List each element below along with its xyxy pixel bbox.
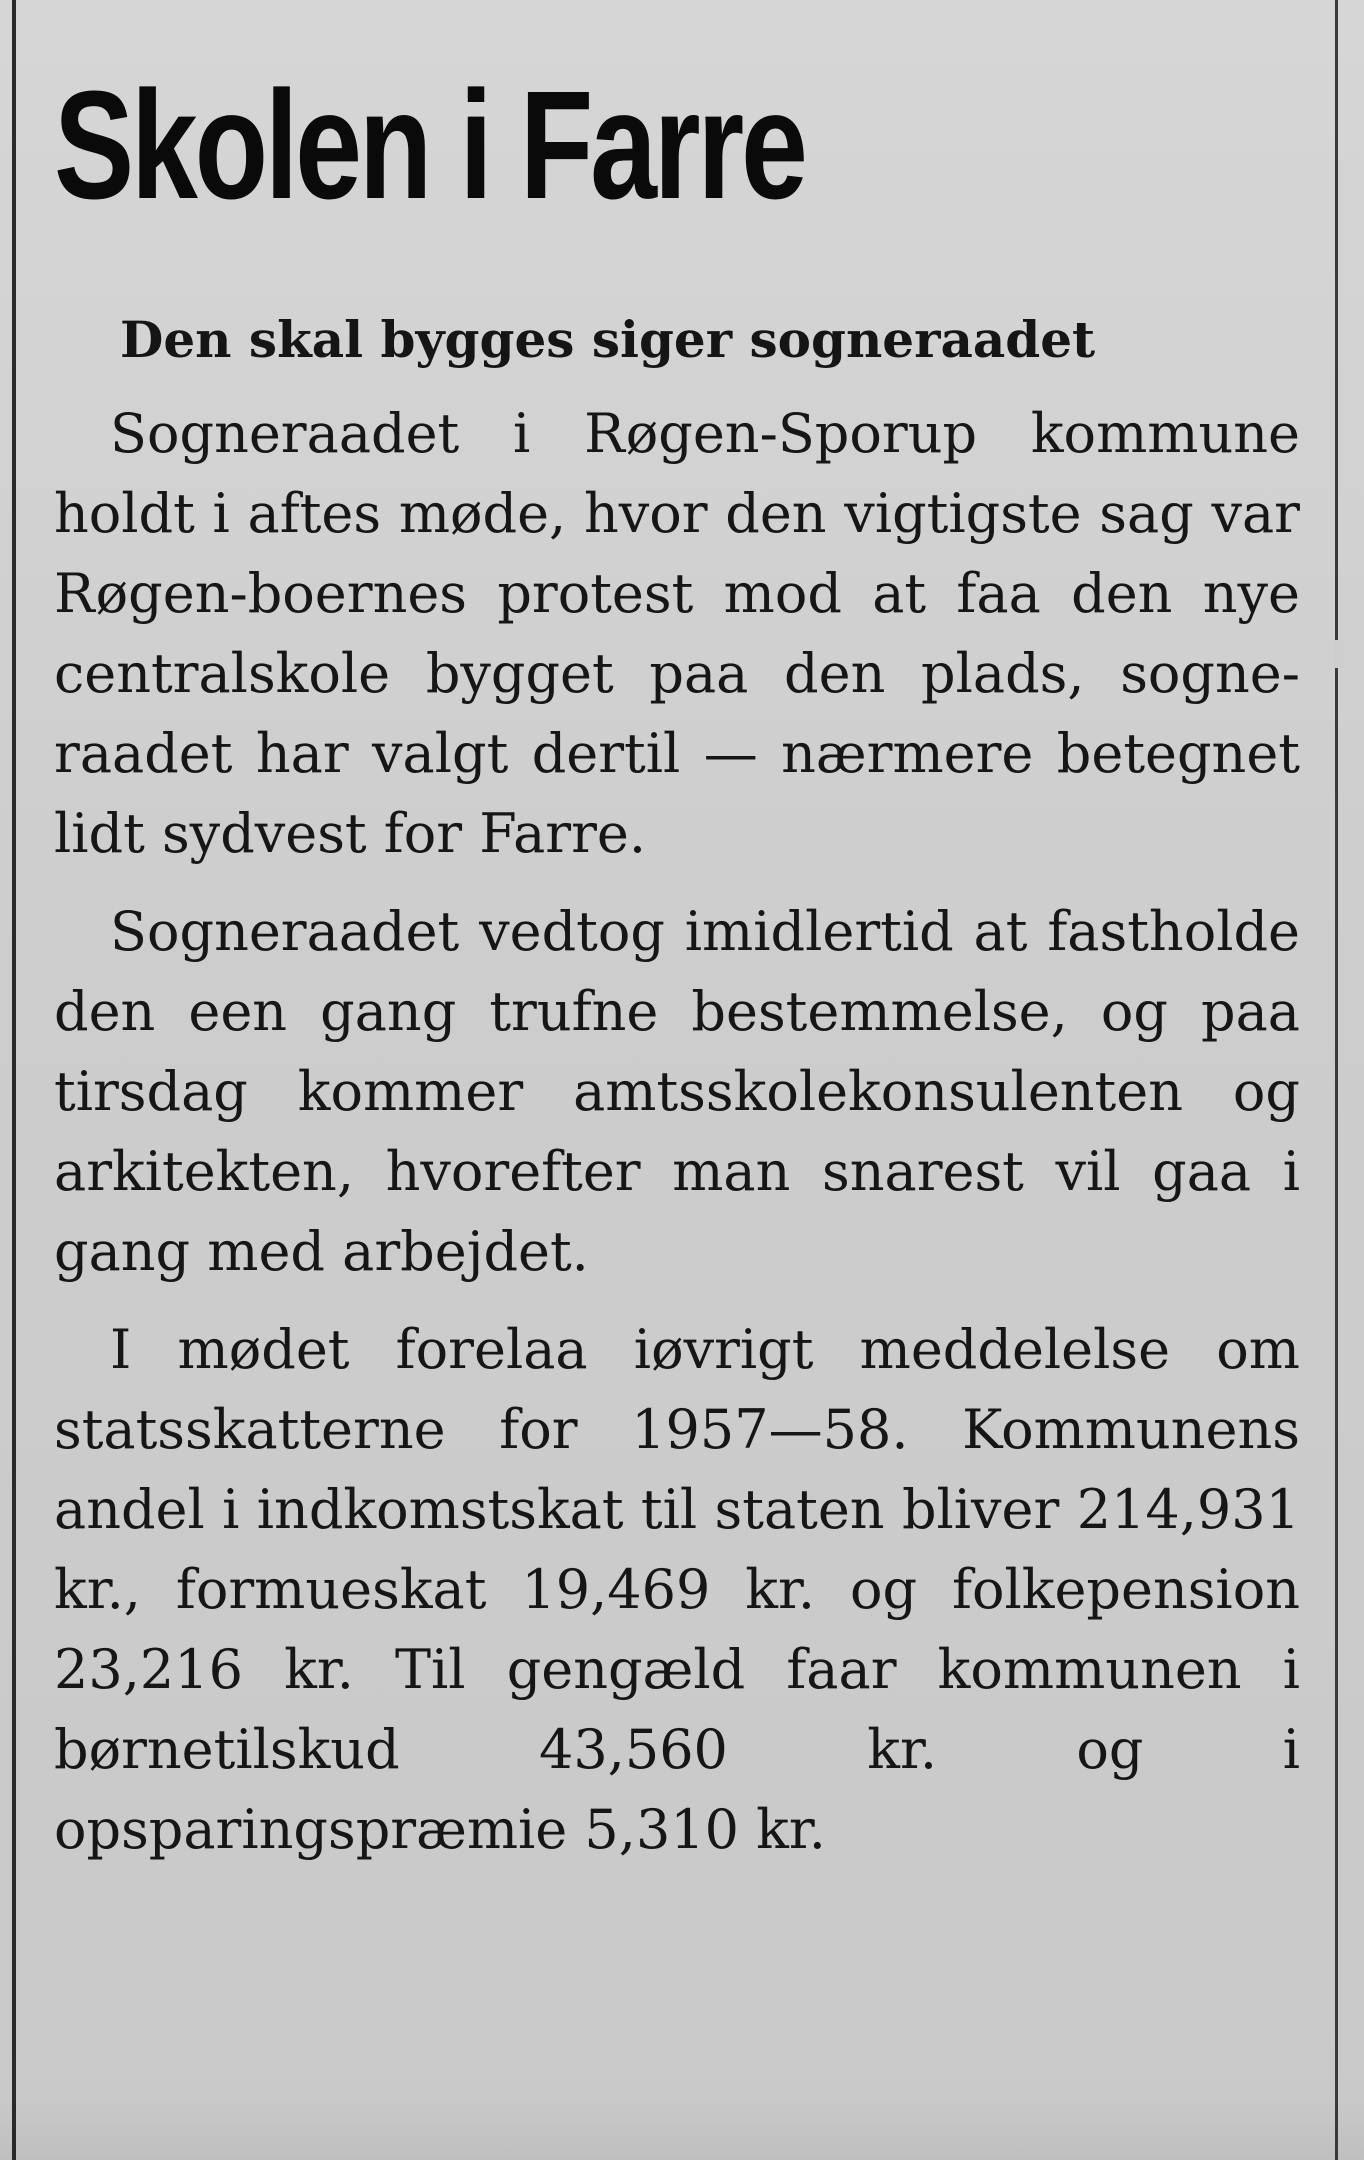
paper-shading <box>0 2100 1364 2160</box>
right-column-rule <box>1335 0 1338 2160</box>
paragraph-2 <box>54 892 1300 1292</box>
headline: Skolen i Farre <box>54 59 805 231</box>
paragraph-2-text: Sogneraadet vedtog imidlertid at fastholde den een gang trufne bestemmelse, og paa tirsdag kommer amtsskolekonsulenten og arkitekten, hvorefter man snarest vil gaa i gang med arbejdet. <box>54 900 1300 1283</box>
right-rule-break <box>1334 640 1344 668</box>
left-column-rule <box>12 0 16 2160</box>
subheadline: Den skal bygges siger sogneraadet <box>120 310 1096 369</box>
paragraph-3-text: I mødet forelaa iøvrigt meddelelse om statsskatterne for 1957—58. Kommunens andel i indkomstskat til staten bliver 214,931 kr., formueskat 19,469 kr. og folkepension 23,216 kr. Til gengæld faar kommunen i børnetilskud 43,560 kr. og i opsparingspræmie 5,310 kr. <box>54 1318 1300 1861</box>
paragraph-3 <box>54 1310 1300 1870</box>
paragraph-1 <box>54 394 1300 874</box>
paragraph-1-text: Sogneraadet i Røgen-Sporup kommune holdt i aftes møde, hvor den vigtigste sag var Røgen-boernes protest mod at faa den nye centralskole bygget paa den plads, sogneraadet har valgt dertil — nærmere betegnet lidt sydvest for Farre. <box>54 402 1300 865</box>
article <box>54 60 1300 1870</box>
